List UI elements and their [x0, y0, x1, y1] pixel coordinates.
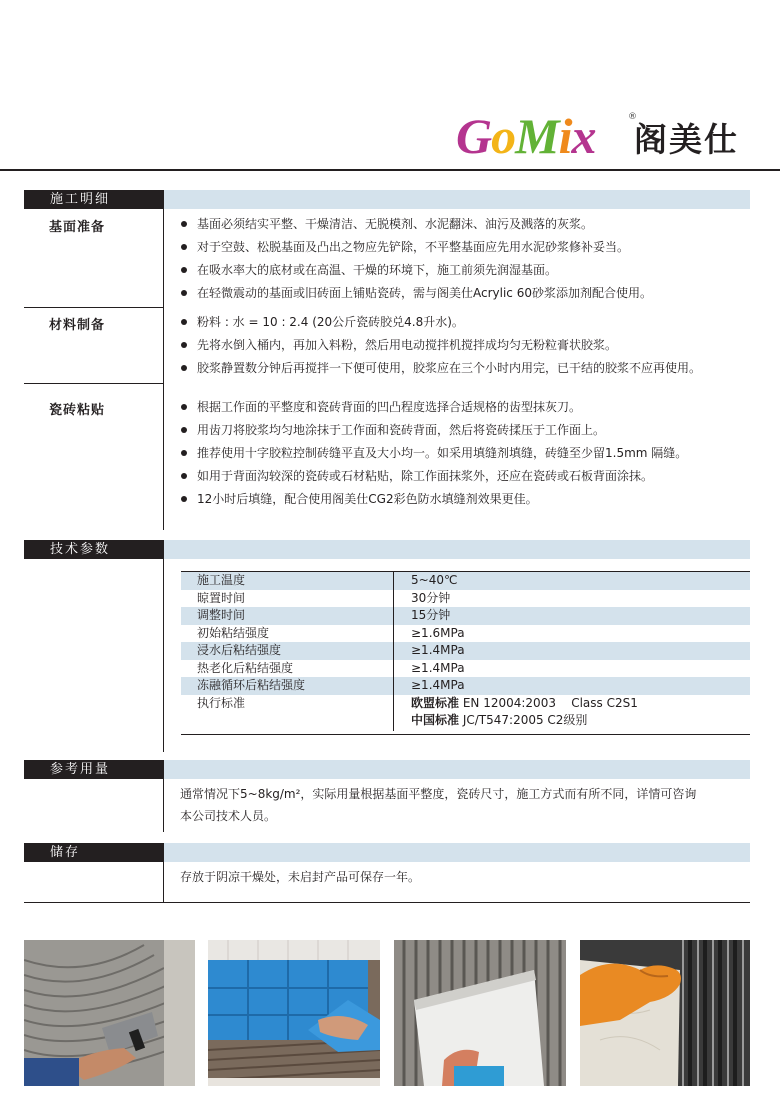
- param-name: 调整时间: [181, 607, 394, 625]
- list-item: 如用于背面沟较深的瓷砖或石材粘贴，除工作面抹浆外，还应在瓷砖或石板背面涂抹。: [180, 468, 690, 484]
- list-item: 粉料 : 水 = 10 : 2.4 (20公斤瓷砖胶兑4.8升水)。: [180, 314, 755, 330]
- logo-chinese-name: 阁美仕: [634, 120, 739, 159]
- section-tab-storage: 储存: [24, 843, 163, 862]
- section-band-tech: [163, 540, 750, 559]
- table-row: [181, 572, 750, 590]
- table-row: [181, 677, 750, 695]
- table-row: [181, 590, 750, 608]
- table-row: [181, 607, 750, 625]
- section-band-construction: [163, 190, 750, 209]
- section-band-usage: [163, 760, 750, 779]
- laying-blue-tiles-photo: [208, 940, 380, 1086]
- eu-standard: [411, 695, 638, 713]
- logo-letter-i: i: [558, 108, 572, 164]
- table-row-standard: [181, 695, 750, 731]
- column-divider-storage: [163, 843, 164, 903]
- row-label-material-prep: 材料制备: [49, 318, 106, 333]
- param-value: 30分钟: [411, 590, 451, 605]
- column-divider-tech: [163, 540, 164, 752]
- param-name: 执行标准: [181, 695, 394, 731]
- section-band-storage: [163, 843, 750, 862]
- base-prep-list: [180, 216, 755, 308]
- param-name: 初始粘结强度: [181, 625, 394, 643]
- usage-line-2: 本公司技术人员。: [180, 809, 277, 823]
- photo-illustration: [208, 940, 380, 1086]
- header-rule: [0, 169, 780, 171]
- column-divider-construction: [163, 190, 164, 530]
- list-item: 对于空鼓、松脱基面及凸出之物应先铲除，不平整基面应先用水泥砂浆修补妥当。: [180, 239, 755, 255]
- photo-illustration: [394, 940, 566, 1086]
- param-name: 晾置时间: [181, 590, 394, 608]
- param-value: ≥1.4MPa: [411, 643, 465, 657]
- section-tab-usage: 参考用量: [24, 760, 163, 779]
- logo-letter-m: M: [515, 108, 559, 164]
- section-tab-tech: 技术参数: [24, 540, 163, 559]
- param-name: 施工温度: [181, 572, 394, 590]
- param-value: ≥1.4MPa: [411, 678, 465, 692]
- usage-text: [180, 783, 750, 827]
- list-item: 基面必须结实平整、干燥清洁、无脱模剂、水泥翻沫、油污及溅落的灰浆。: [180, 216, 755, 232]
- list-item: 根据工作面的平整度和瓷砖背面的凹凸程度选择合适规格的齿型抹灰刀。: [180, 399, 690, 415]
- param-value: ≥1.4MPa: [411, 660, 465, 675]
- usage-line-1: 通常情况下5~8kg/m²，实际用量根据基面平整度，瓷砖尺寸，施工方式而有所不同，详情可咨询: [180, 787, 697, 801]
- param-name: 热老化后粘结强度: [181, 660, 394, 678]
- bottom-rule: [24, 902, 750, 903]
- list-item: 用齿刀将胶浆均匀地涂抹于工作面和瓷砖背面，然后将瓷砖揉压于工作面上。: [180, 422, 690, 438]
- logo-latin-wordmark: [456, 108, 595, 164]
- cn-standard: [411, 712, 638, 730]
- logo-letter-x: x: [571, 108, 596, 164]
- row-label-base-prep: 基面准备: [49, 220, 106, 235]
- list-item: 推荐使用十字胶粒控制砖缝平直及大小均一。如采用填缝剂填缝，砖缝至少留1.5mm 隔缝。: [180, 445, 690, 461]
- param-value: 5~40℃: [411, 573, 458, 587]
- logo-letter-o: o: [491, 108, 516, 164]
- row-label-tiling: 瓷砖粘贴: [49, 403, 106, 418]
- list-item: 在吸水率大的底材或在高温、干燥的环境下，施工前须先润湿基面。: [180, 262, 755, 278]
- param-name: 冻融循环后粘结强度: [181, 677, 394, 695]
- table-row: [181, 660, 750, 678]
- notched-back-tile-photo: [394, 940, 566, 1086]
- tech-params-table: [181, 571, 750, 735]
- section-tab-construction: 施工明细: [24, 190, 163, 209]
- eu-standard-value: EN 12004:2003 Class C2S1: [459, 695, 638, 710]
- row-divider: [24, 383, 163, 384]
- row-divider: [24, 307, 163, 308]
- table-row: [181, 625, 750, 643]
- list-item: 在轻微震动的基面或旧砖面上铺贴瓷砖，需与阁美仕Acrylic 60砂浆添加剂配合使用。: [180, 285, 755, 301]
- material-prep-list: [180, 314, 755, 383]
- standard-values: [394, 695, 638, 731]
- list-item: 12小时后填缝，配合使用阁美仕CG2彩色防水填缝剂效果更佳。: [180, 491, 690, 507]
- photo-illustration: [24, 940, 195, 1086]
- cn-standard-label: 中国标准: [411, 713, 460, 727]
- registered-mark: ®: [628, 112, 637, 122]
- table-row: [181, 642, 750, 660]
- eu-standard-label: 欧盟标准: [411, 695, 460, 710]
- trowel-spreading-adhesive-photo: [24, 940, 195, 1086]
- gloved-hand-stone-slab-photo: [580, 940, 750, 1086]
- list-item: 胶浆静置数分钟后再搅拌一下便可使用，胶浆应在三个小时内用完，已干结的胶浆不应再使用。: [180, 360, 755, 376]
- param-name: 浸水后粘结强度: [181, 642, 394, 660]
- brand-logo: [456, 108, 756, 164]
- cn-standard-value: JC/T547:2005 C2级别: [459, 713, 588, 727]
- column-divider-usage: [163, 760, 164, 832]
- tiling-list: [180, 399, 690, 514]
- list-item: 先将水倒入桶内，再加入料粉，然后用电动搅拌机搅拌成均匀无粉粒膏状胶浆。: [180, 337, 755, 353]
- table-rule: [181, 734, 750, 735]
- storage-text: 存放于阴凉干燥处，未启封产品可保存一年。: [180, 870, 421, 884]
- logo-letter-g: G: [456, 108, 492, 164]
- param-value: 15分钟: [411, 608, 451, 622]
- param-value: ≥1.6MPa: [411, 625, 465, 640]
- photo-illustration: [580, 940, 750, 1086]
